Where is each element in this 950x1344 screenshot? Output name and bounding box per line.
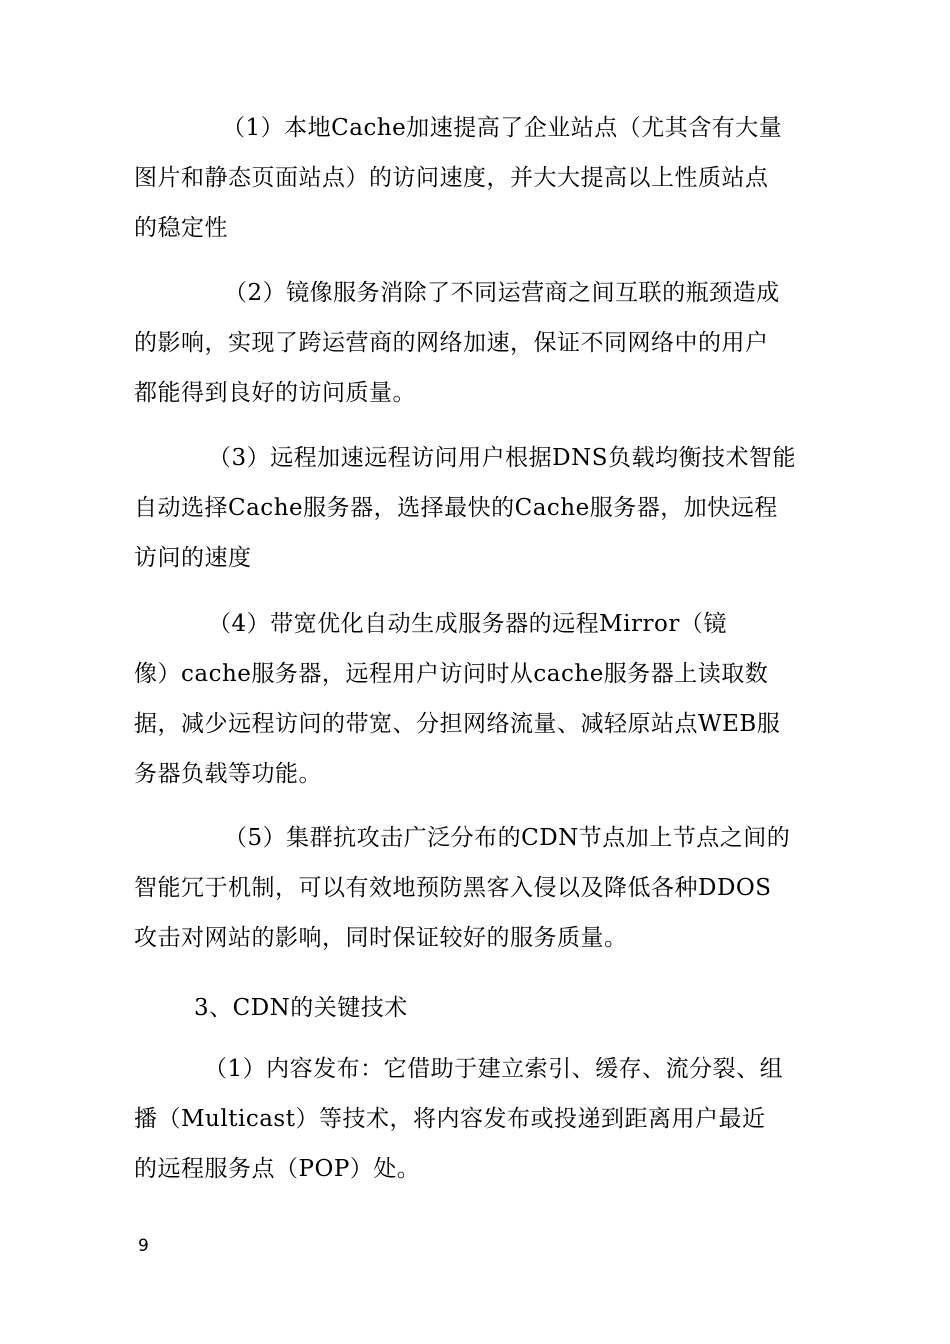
paragraph-mirror-service xyxy=(134,268,834,418)
text-line: 智能冗于机制，可以有效地预防黑客入侵以及降低各种DDOS xyxy=(134,875,772,901)
paragraph-cluster-anti-attack xyxy=(134,813,834,963)
text-line: （5）集群抗攻击广泛分布的CDN节点加上节点之间的 xyxy=(224,825,791,851)
text-line: 自动选择Cache服务器，选择最快的Cache服务器，加快远程 xyxy=(134,495,778,521)
text-line: 访问的速度 xyxy=(134,545,252,571)
page-number: 9 xyxy=(138,1236,149,1256)
text-line: （3）远程加速远程访问用户根据DNS负载均衡技术智能 xyxy=(208,445,796,471)
section-heading-cdn-key-tech xyxy=(134,983,834,1033)
text-line: 的影响，实现了跨运营商的网络加速，保证不同网络中的用户 xyxy=(134,330,769,356)
text-line: 务器负载等功能。 xyxy=(134,761,322,787)
text-line: 攻击对网站的影响，同时保证较好的服务质量。 xyxy=(134,925,628,951)
text-line: 的稳定性 xyxy=(134,215,228,241)
paragraph-local-cache xyxy=(134,103,834,253)
paragraph-remote-acceleration xyxy=(134,433,834,583)
text-line: 播（Multicast）等技术，将内容发布或投递到距离用户最近 xyxy=(134,1106,766,1132)
paragraph-bandwidth-optimization xyxy=(134,599,834,799)
text-line: 图片和静态页面站点）的访问速度，并大大提高以上性质站点 xyxy=(134,165,769,191)
text-line: 像）cache服务器，远程用户访问时从cache服务器上读取数 xyxy=(134,661,769,687)
text-line: 据，减少远程访问的带宽、分担网络流量、减轻原站点WEB服 xyxy=(134,711,781,737)
text-line: （1）内容发布：它借助于建立索引、缓存、流分裂、组 xyxy=(204,1056,784,1082)
text-line: 的远程服务点（POP）处。 xyxy=(134,1156,421,1182)
paragraph-content-distribution xyxy=(134,1044,834,1194)
text-line: （2）镜像服务消除了不同运营商之间互联的瓶颈造成 xyxy=(224,280,780,306)
text-line: （1）本地Cache加速提高了企业站点（尤其含有大量 xyxy=(222,115,783,141)
text-line: （4）带宽优化自动生成服务器的远程Mirror（镜 xyxy=(208,611,727,637)
text-line: 都能得到良好的访问质量。 xyxy=(134,380,416,406)
section-heading: 3、CDN的关键技术 xyxy=(194,995,408,1021)
